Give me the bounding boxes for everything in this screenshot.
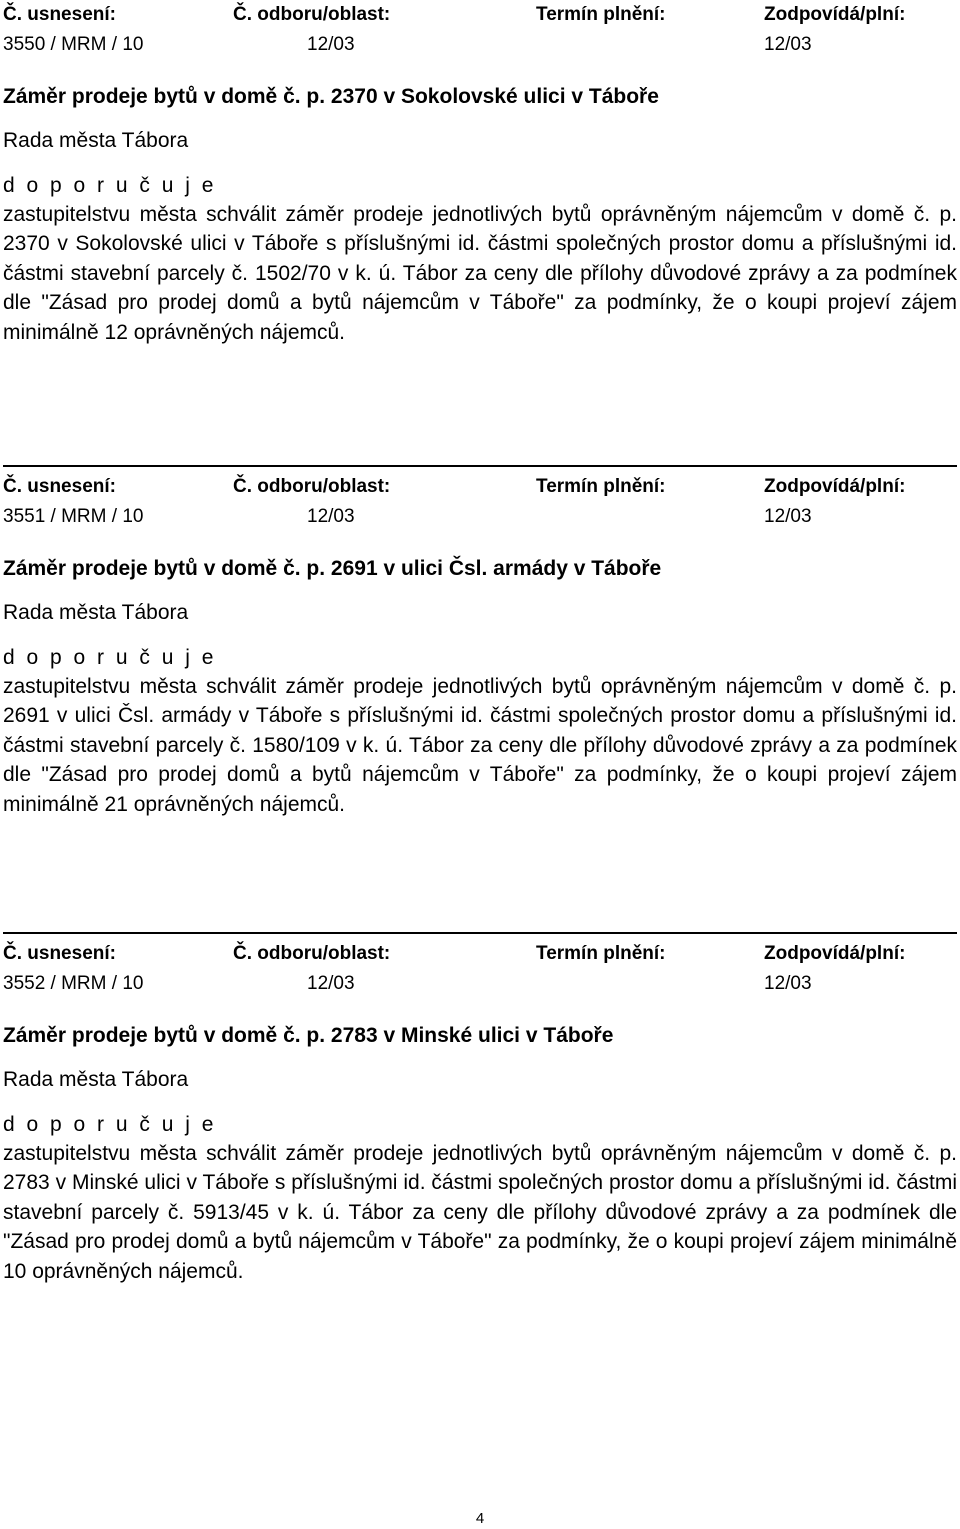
header-responsible: Zodpovídá/plní: [764, 476, 906, 497]
resolution-verb: d o p o r u č u j e [3, 646, 217, 669]
resolution-deadline: 12/03 [307, 34, 355, 55]
resolution-3552 [3, 932, 957, 1286]
resolution-value-row [3, 30, 957, 60]
header-department: Č. odboru/oblast: [233, 476, 391, 497]
header-department: Č. odboru/oblast: [233, 943, 391, 964]
resolution-responsible: 12/03 [764, 34, 812, 55]
resolution-header-row [3, 472, 957, 502]
resolution-text: zastupitelstvu města schválit záměr prodeje jednotlivých bytů oprávněným nájemcům v domě č. p. 2691 v ulici Čsl. armády v Táboře s příslušnými id. částmi společných prostor domu a příslušnými id. částmi stavební parcely č. 1580/109 v k. ú. Tábor za ceny dle přílohy důvodové zprávy a za podmínek dle "Zásad pro prodej domů a bytů nájemcům v Táboře" za podmínky, že o koupi projeví zájem minimálně 21 oprávněných nájemců. [3, 675, 957, 816]
resolution-number: 3551 / MRM / 10 [3, 506, 144, 527]
resolution-3551 [3, 465, 957, 819]
resolution-3550 [3, 0, 957, 347]
resolution-header-row [3, 0, 957, 30]
resolution-value-row [3, 969, 957, 999]
resolution-deadline: 12/03 [307, 506, 355, 527]
header-deadline: Termín plnění: [536, 4, 666, 25]
separator-line [3, 465, 957, 467]
header-department: Č. odboru/oblast: [233, 4, 391, 25]
header-deadline: Termín plnění: [536, 476, 666, 497]
header-responsible: Zodpovídá/plní: [764, 943, 906, 964]
header-resolution-number: Č. usnesení: [3, 4, 116, 25]
header-responsible: Zodpovídá/plní: [764, 4, 906, 25]
council-name: Rada města Tábora [3, 129, 189, 152]
resolution-title: Záměr prodeje bytů v domě č. p. 2783 v Minské ulici v Táboře [3, 1024, 614, 1047]
council-name: Rada města Tábora [3, 601, 189, 624]
resolution-verb: d o p o r u č u j e [3, 1113, 217, 1136]
resolution-text: zastupitelstvu města schválit záměr prodeje jednotlivých bytů oprávněným nájemcům v domě č. p. 2783 v Minské ulici v Táboře s příslušnými id. částmi společných prostor domu a příslušnými id. částmi stavební parcely č. 5913/45 v k. ú. Tábor za ceny dle přílohy důvodové zprávy a za podmínek dle "Zásad pro prodej domů a bytů nájemcům v Táboře" za podmínky, že o koupi projeví zájem minimálně 10 oprávněných nájemců. [3, 1142, 957, 1283]
resolution-responsible: 12/03 [764, 506, 812, 527]
header-deadline: Termín plnění: [536, 943, 666, 964]
header-resolution-number: Č. usnesení: [3, 943, 116, 964]
resolution-verb: d o p o r u č u j e [3, 174, 217, 197]
resolution-number: 3550 / MRM / 10 [3, 34, 144, 55]
resolution-deadline: 12/03 [307, 973, 355, 994]
page-number: 4 [475, 1510, 485, 1527]
resolution-number: 3552 / MRM / 10 [3, 973, 144, 994]
council-name: Rada města Tábora [3, 1068, 189, 1091]
resolution-title: Záměr prodeje bytů v domě č. p. 2370 v Sokolovské ulici v Táboře [3, 85, 659, 108]
resolution-responsible: 12/03 [764, 973, 812, 994]
resolution-text: zastupitelstvu města schválit záměr prodeje jednotlivých bytů oprávněným nájemcům v domě č. p. 2370 v Sokolovské ulici v Táboře s příslušnými id. částmi společných prostor domu a příslušnými id. částmi stavební parcely č. 1502/70 v k. ú. Tábor za ceny dle přílohy důvodové zprávy a za podmínek dle "Zásad pro prodej domů a bytů nájemcům v Táboře" za podmínky, že o koupi projeví zájem minimálně 12 oprávněných nájemců. [3, 203, 957, 344]
header-resolution-number: Č. usnesení: [3, 476, 116, 497]
resolution-title: Záměr prodeje bytů v domě č. p. 2691 v ulici Čsl. armády v Táboře [3, 557, 662, 580]
separator-line [3, 932, 957, 934]
resolution-header-row [3, 939, 957, 969]
resolution-value-row [3, 502, 957, 532]
